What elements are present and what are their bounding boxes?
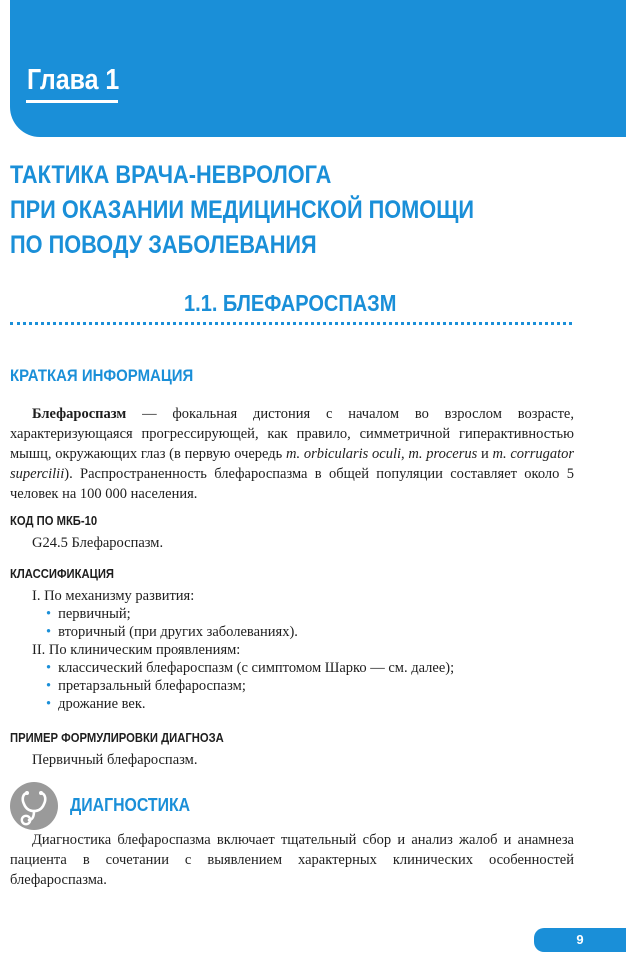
muscle-name: m. orbicularis oculi [286,446,402,462]
icd-value: G24.5 Блефароспазм. [32,535,164,551]
page-title [10,158,610,263]
section-divider [10,322,572,325]
list-item-label: первичный; [58,606,131,622]
text-segment: ). Распространенность блефароспазма в общей популяции составляет около 5 человек на 100 000 населения. [10,466,574,502]
list-item-label: вторичный (при других заболеваниях). [58,624,298,640]
bullet-icon: • [46,678,52,694]
page-title-line: ТАКТИКА ВРАЧА-НЕВРОЛОГА [10,161,332,189]
list-item [46,659,454,677]
bullet-icon: • [46,660,52,676]
muscle-name: m. procerus [408,446,478,462]
list-item [46,623,298,641]
text-segment: — фокальная дистония с началом во взрослом возрасте, характеризующаяся прогрессирующей, как правило, симметричной гиперактивностью мышц, окружающих глаз (в первую очередь [10,406,574,462]
list-item [46,605,131,623]
page-title-line: ПРИ ОКАЗАНИИ МЕДИЦИНСКОЙ ПОМОЩИ [10,196,475,224]
icd-heading: КОД ПО МКБ-10 [10,514,98,528]
classification-group-label: II. По клиническим проявлениям: [32,642,241,658]
page-title-line: ПО ПОВОДУ ЗАБОЛЕВАНИЯ [10,231,317,259]
muscle-name: m. corrugator supercilii [10,446,575,482]
chapter-underline [26,100,118,103]
term: Блефароспазм [32,406,127,422]
classification-group-label: I. По механизму развития: [32,588,195,604]
stethoscope-icon [10,782,58,830]
example-heading: ПРИМЕР ФОРМУЛИРОВКИ ДИАГНОЗА [10,731,224,745]
list-item-label: претарзальный блефароспазм; [58,678,246,694]
example-value: Первичный блефароспазм. [32,752,198,768]
bullet-icon: • [46,696,52,712]
separator: и [477,446,493,462]
list-item [46,677,246,695]
section-title: 1.1. БЛЕФАРОСПАЗМ [184,290,397,316]
diagnostics-paragraph: Диагностика блефароспазма включает тщательный сбор и анализ жалоб и анамнеза пациента в сочетании с выявлением характерных клинических особенностей блефароспазма. [10,832,574,888]
page-number-tab [534,928,626,952]
list-item [46,695,146,713]
brief-info-paragraph [10,404,574,504]
separator: , [401,446,409,462]
brief-info-heading: КРАТКАЯ ИНФОРМАЦИЯ [10,366,194,385]
bullet-icon: • [46,606,52,622]
list-item-label: дрожание век. [58,696,146,712]
list-item-label: классический блефароспазм (с симптомом Шарко — см. далее); [58,660,455,676]
bullet-icon: • [46,624,52,640]
classification-heading: КЛАССИФИКАЦИЯ [10,567,115,581]
chapter-label: Глава 1 [27,64,120,96]
diagnostics-heading: ДИАГНОСТИКА [70,795,191,815]
page-number: 9 [576,932,584,947]
